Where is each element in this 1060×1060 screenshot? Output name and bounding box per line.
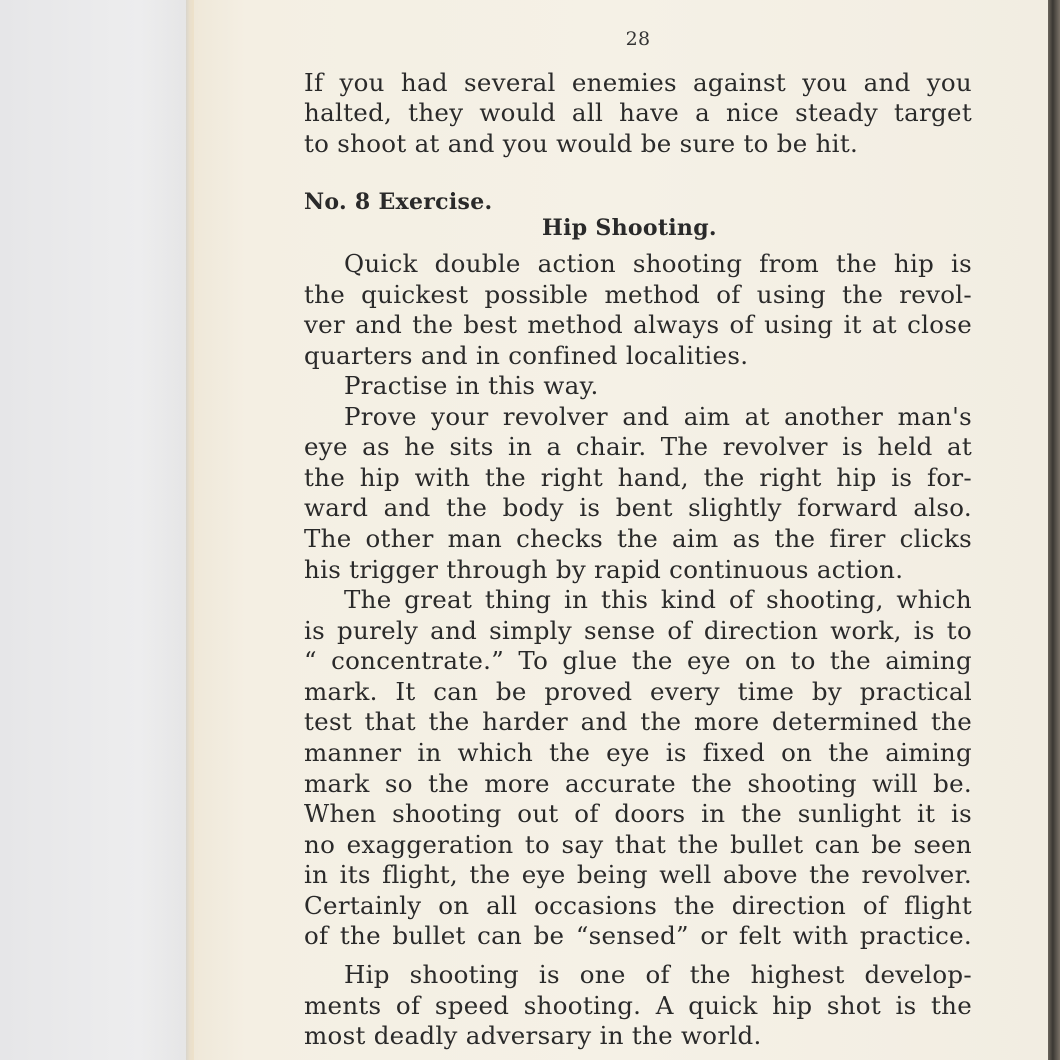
text-line: When shooting out of doors in the sunlight it is xyxy=(304,799,972,828)
book-cover-edge xyxy=(1048,0,1060,1060)
text-line: his trigger through by rapid continuous action. xyxy=(304,555,904,584)
text-line: Hip shooting is one of the highest develop- xyxy=(344,960,972,989)
text-line: ments of speed shooting. A quick hip shot is the xyxy=(304,991,972,1020)
text-line: in its flight, the eye being well above the revolver. xyxy=(304,860,972,889)
text-line: the quickest possible method of using the revol- xyxy=(304,280,972,309)
text-line: Prove your revolver and aim at another man's xyxy=(344,402,972,431)
page-number: 28 xyxy=(625,28,651,50)
text-line: halted, they would all have a nice steady target xyxy=(304,98,972,127)
text-line: The other man checks the aim as the firer clicks xyxy=(304,524,972,553)
text-line: If you had several enemies against you and you xyxy=(304,68,972,97)
text-line: ver and the best method always of using it at close xyxy=(304,310,972,339)
text-line: eye as he sits in a chair. The revolver is held at xyxy=(304,432,972,461)
text-line: ward and the body is bent slightly forward also. xyxy=(304,493,972,522)
text-line: Practise in this way. xyxy=(344,371,599,400)
text-line: Quick double action shooting from the hip is xyxy=(344,249,972,278)
text-line: test that the harder and the more determined the xyxy=(304,707,972,736)
exercise-heading: No. 8 Exercise. xyxy=(304,189,493,215)
text-line: “ concentrate.” To glue the eye on to the aiming xyxy=(304,646,972,675)
text-line: mark. It can be proved every time by practical xyxy=(304,677,972,706)
text-line: no exaggeration to say that the bullet can be seen xyxy=(304,830,972,859)
text-line: to shoot at and you would be sure to be hit. xyxy=(304,129,859,158)
text-line: the hip with the right hand, the right hip is for- xyxy=(304,463,972,492)
text-line: Certainly on all occasions the direction of flight xyxy=(304,891,972,920)
text-line: is purely and simply sense of direction work, is to xyxy=(304,616,972,645)
text-line: mark so the more accurate the shooting will be. xyxy=(304,769,972,798)
text-line: of the bullet can be “sensed” or felt with practice. xyxy=(304,921,972,950)
section-title: Hip Shooting. xyxy=(542,215,717,241)
book-page xyxy=(194,0,1050,1060)
text-line: The great thing in this kind of shooting, which xyxy=(344,585,972,614)
text-line: manner in which the eye is fixed on the aiming xyxy=(304,738,972,767)
text-line: most deadly adversary in the world. xyxy=(304,1021,762,1050)
text-line: quarters and in confined localities. xyxy=(304,341,749,370)
background-surface xyxy=(0,0,200,1060)
